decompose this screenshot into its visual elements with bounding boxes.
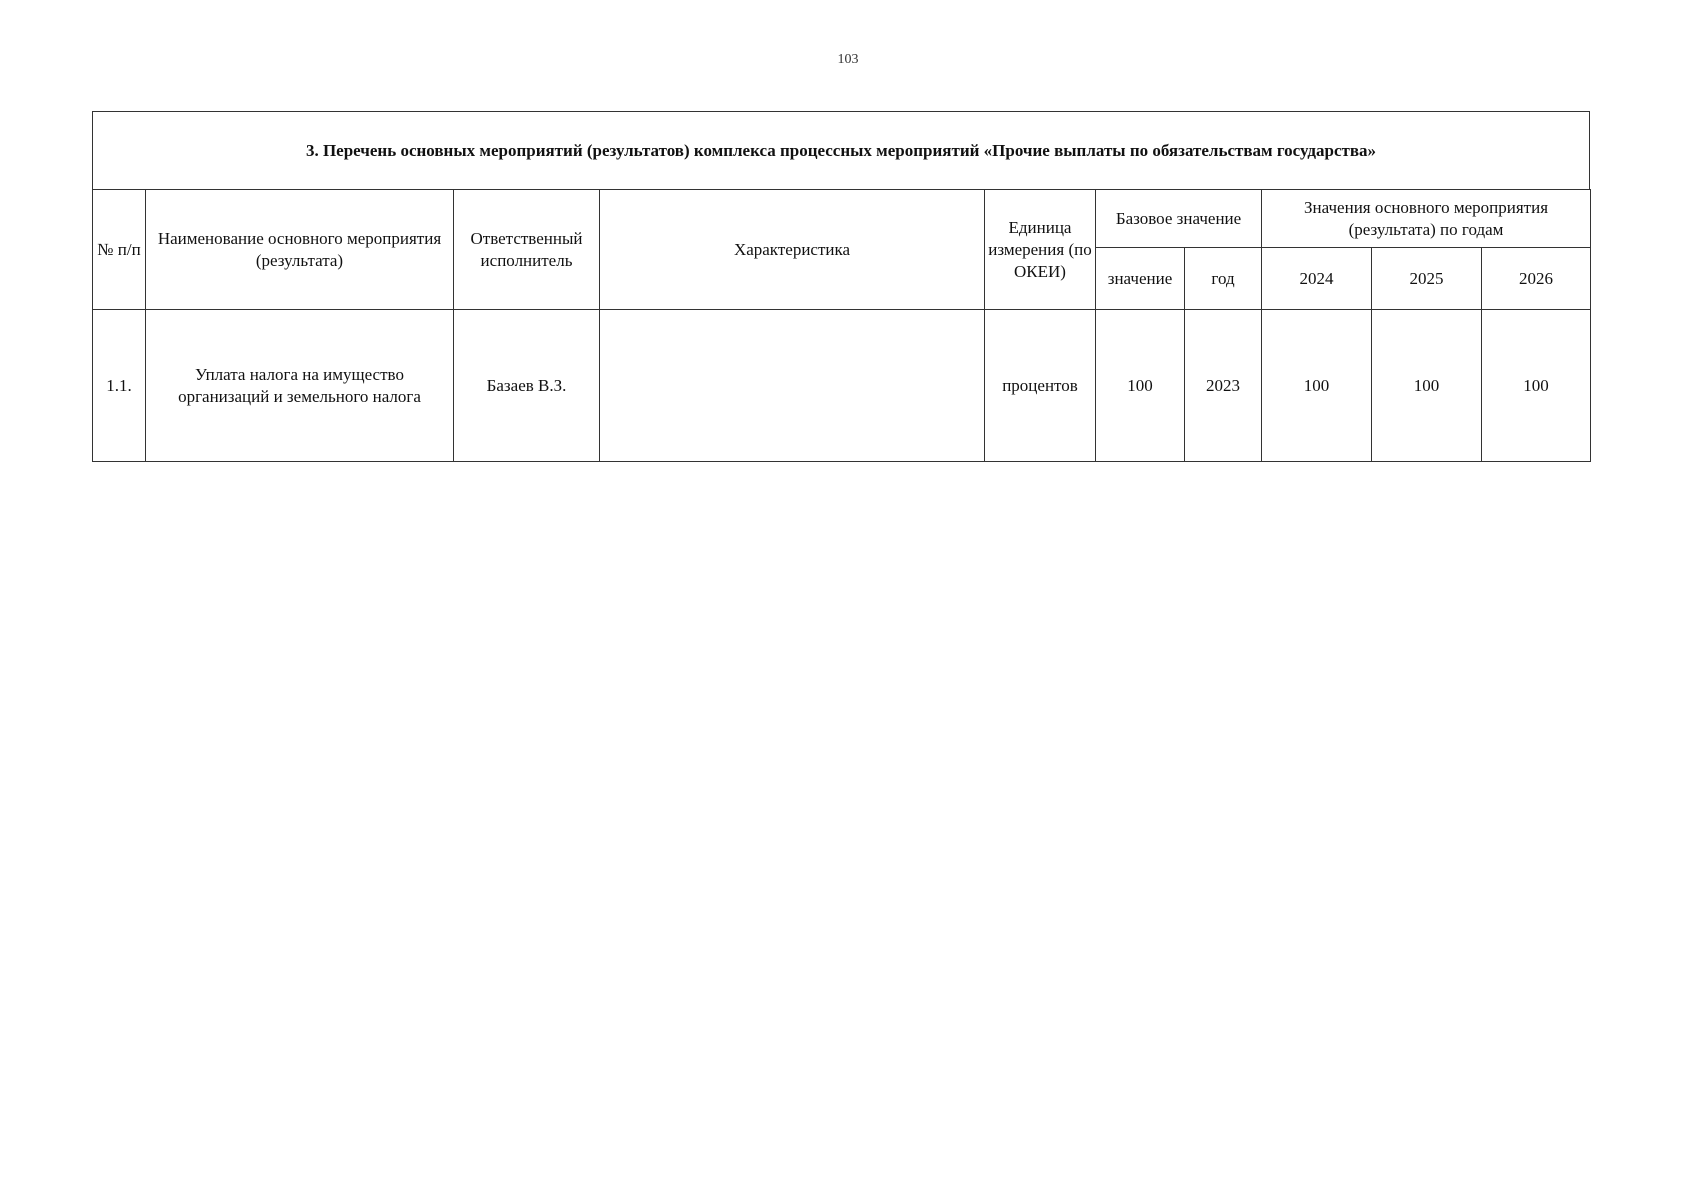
cell-base-value: 100 (1096, 310, 1185, 462)
header-row-1 (93, 190, 1591, 248)
header-unit: Единица измерения (по ОКЕИ) (985, 190, 1096, 310)
cell-2025: 100 (1372, 310, 1482, 462)
cell-unit: процентов (985, 310, 1096, 462)
section-title-box (92, 111, 1590, 189)
header-num: № п/п (93, 190, 146, 310)
header-base-value-year: год (1185, 248, 1262, 310)
header-year-2024: 2024 (1262, 248, 1372, 310)
cell-2024: 100 (1262, 310, 1372, 462)
cell-responsible: Базаев В.З. (454, 310, 600, 462)
section-title: 3. Перечень основных мероприятий (результатов) комплекса процессных мероприятий «Прочие выплаты по обязательствам государства» (305, 140, 1377, 160)
header-year-2026: 2026 (1482, 248, 1591, 310)
cell-name: Уплата налога на имущество организаций и земельного налога (146, 310, 454, 462)
header-base-value: Базовое значение (1096, 190, 1262, 248)
page-number: 103 (837, 52, 859, 67)
header-year-2025: 2025 (1372, 248, 1482, 310)
header-base-value-value: значение (1096, 248, 1185, 310)
activities-table (92, 189, 1591, 462)
cell-num: 1.1. (93, 310, 146, 462)
header-years-group: Значения основного мероприятия (результата) по годам (1262, 190, 1591, 248)
cell-base-year: 2023 (1185, 310, 1262, 462)
header-characteristic: Характеристика (600, 190, 985, 310)
header-name: Наименование основного мероприятия (результата) (146, 190, 454, 310)
cell-2026: 100 (1482, 310, 1591, 462)
table-row (93, 310, 1591, 462)
document-sheet (92, 111, 1590, 462)
cell-characteristic (600, 310, 985, 462)
header-responsible: Ответственный исполнитель (454, 190, 600, 310)
